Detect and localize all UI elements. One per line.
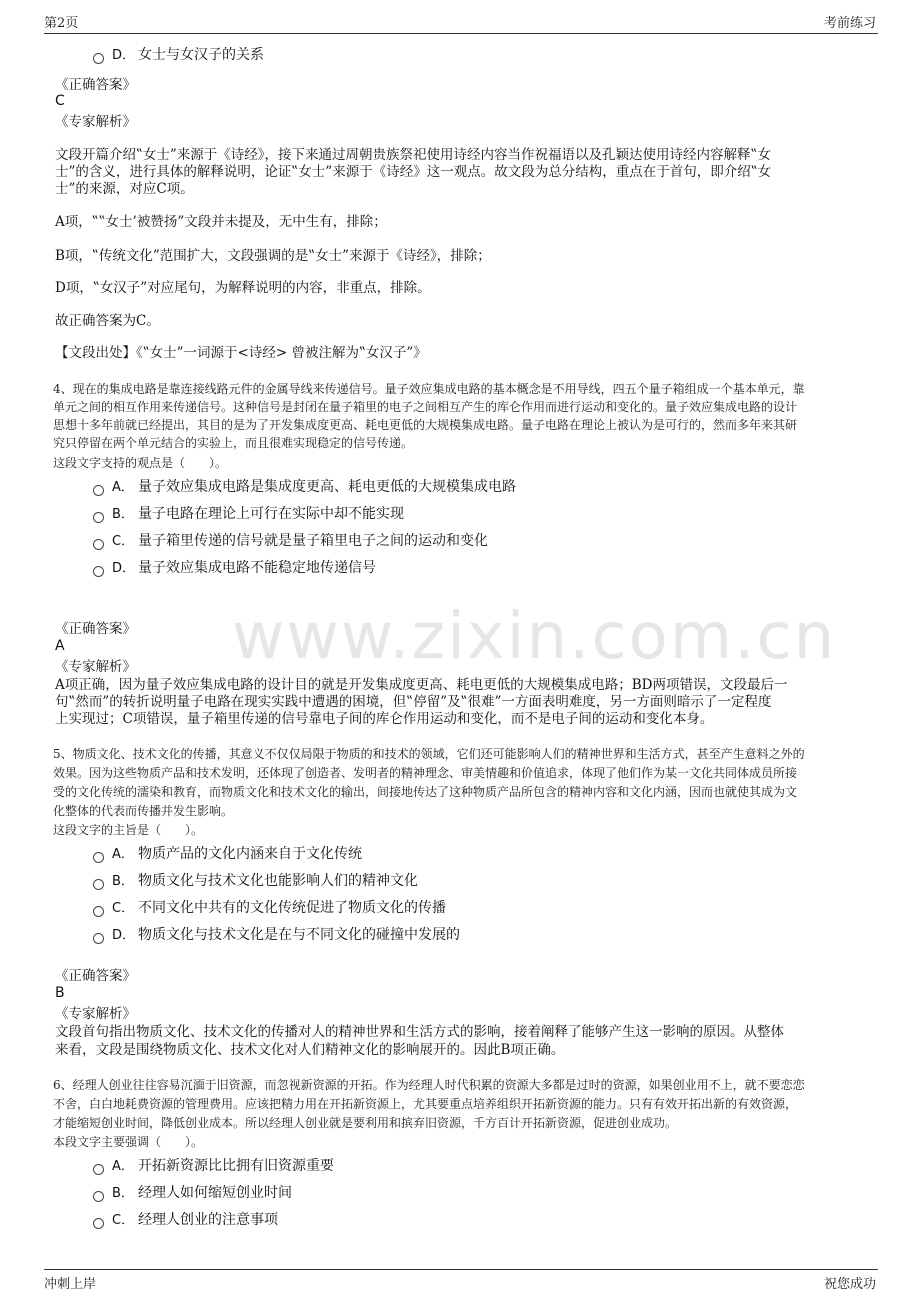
radio-button-icon[interactable] [93,906,104,917]
q6-option-c[interactable]: C． 经理人创业的注意事项 [93,1211,278,1230]
analysis-line: 士”的来源，对应C项。 [55,181,194,197]
analysis-line: 上实现过；C项错误，量子箱里传递的信号靠电子间的库仑作用运动和变化，而不是电子间的运动和变化本身。 [55,711,714,727]
q5-option-c[interactable]: C． 不同文化中共有的文化传统促进了物质文化的传播 [93,899,446,918]
analysis-line: A项正确，因为量子效应集成电路的设计目的就是开发集成度更高、耗电更低的大规模集成电路；BD两项错误，文段最后一 [55,677,788,693]
q6-option-a[interactable]: A． 开拓新资源比比拥有旧资源重要 [93,1157,334,1176]
q5-option-b[interactable]: B． 物质文化与技术文化也能影响人们的精神文化 [93,872,418,891]
question-stem-line: 思想十多年前就已经提出，其目的是为了开发集成度更高、耗电更低的大规模集成电路。量子电路在理论上被认为是可行的，然而多年来其研 [53,418,798,432]
radio-button-icon[interactable] [93,933,104,944]
radio-button-icon[interactable] [93,852,104,863]
analysis-heading: 《专家解析》 [55,659,136,675]
question-stem-line: 化整体的代表而传播并发生影响。 [53,804,234,818]
question-stem-line: 效果。因为这些物质产品和技术发明，还体现了创造者、发明者的精神理念、审美情趣和价值追求，体现了他们作为某一文化共同体成员所接 [53,766,798,780]
answer-value: C [55,93,65,109]
question-stem-line: 6、经理人创业往往容易沉湎于旧资源，而忽视新资源的开拓。作为经理人时代积累的资源大多都是过时的资源，如果创业用不上，就不要恋恋 [53,1078,805,1092]
radio-button-icon[interactable] [93,53,104,64]
header-title: 考前练习 [823,16,876,31]
radio-button-icon[interactable] [93,879,104,890]
question-prompt: 这段文字的主旨是（ ）。 [53,823,204,837]
question-stem-line: 5、物质文化、技术文化的传播，其意义不仅仅局限于物质的和技术的领域，它们还可能影响人们的精神世界和生活方式，甚至产生意料之外的 [53,747,805,761]
watermark: www.zixin.com.cn [232,600,837,674]
q3-option-d[interactable]: D． 女士与女汉子的关系 [93,46,264,65]
analysis-line: 文段开篇介绍‟女士”来源于《诗经》，接下来通过周朝贵族祭祀使用诗经内容当作祝福语以及孔颖达使用诗经内容解释‟女 [55,147,771,163]
q5-option-d[interactable]: D． 物质文化与技术文化是在与不同文化的碰撞中发展的 [93,926,460,945]
question-stem-line: 4、现在的集成电路是靠连接线路元件的金属导线来传递信号。量子效应集成电路的基本概念是不用导线，四五个量子箱组成一个基本单元，靠 [53,382,805,396]
analysis-conclusion: 故正确答案为C。 [55,313,160,329]
analysis-line: B项，‟传统文化”范围扩大，文段强调的是‟女士”来源于《诗经》，排除； [55,248,491,264]
analysis-heading: 《专家解析》 [55,114,136,130]
analysis-line: A项，‟‟女士’被赞扬”文段并未提及，无中生有，排除； [55,214,387,230]
answer-value: B [55,985,65,1001]
q4-option-b[interactable]: B． 量子电路在理论上可行在实际中却不能实现 [93,505,404,524]
analysis-heading: 《专家解析》 [55,1006,136,1022]
question-stem-line: 受的文化传统的濡染和教育，而物质文化和技术文化的输出，间接地传达了这种物质产品所包含的精神内容和文化内涵，因而也就使其成为文 [53,785,798,799]
q4-option-d[interactable]: D． 量子效应集成电路不能稳定地传递信号 [93,559,376,578]
header-rule [44,33,878,34]
analysis-line: 来看，文段是围绕物质文化、技术文化对人们精神文化的影响展开的。因此B项正确。 [55,1042,565,1058]
question-stem-line: 单元之间的相互作用来传递信号。这种信号是封闭在量子箱里的电子之间相互产生的库仑作用而进行运动和变化的。量子效应集成电路的设计 [53,400,798,414]
footer-left: 冲刺上岸 [44,1277,97,1292]
analysis-line: D项，‟女汉子”对应尾句，为解释说明的内容，非重点，排除。 [55,280,431,296]
radio-button-icon[interactable] [93,1191,104,1202]
radio-button-icon[interactable] [93,539,104,550]
analysis-line: 士”的含义，进行具体的解释说明，论证‟女士”来源于《诗经》这一观点。故文段为总分结构，重点在于首句，即介绍‟女 [55,164,772,180]
analysis-line: 句‟然而”的转折说明量子电路在现实实践中遭遇的困境，但‟停留”及‟很难”一方面表明难度，另一方面则暗示了一定程度 [55,694,772,710]
question-prompt: 本段文字主要强调（ ）。 [53,1135,204,1149]
question-prompt: 这段文字支持的观点是（ ）。 [53,456,228,470]
radio-button-icon[interactable] [93,1218,104,1229]
radio-button-icon[interactable] [93,512,104,523]
q4-option-c[interactable]: C． 量子箱里传递的信号就是量子箱里电子之间的运动和变化 [93,532,488,551]
answer-heading: 《正确答案》 [55,621,136,637]
radio-button-icon[interactable] [93,566,104,577]
analysis-line: 文段首句指出物质文化、技术文化的传播对人的精神世界和生活方式的影响，接着阐释了能够产生这一影响的原因。从整体 [55,1024,784,1040]
footer-right: 祝您成功 [823,1277,876,1292]
radio-button-icon[interactable] [93,485,104,496]
question-stem-line: 不舍，白白地耗费资源的管理费用。应该把精力用在开拓新资源上，尤其要重点培养组织开拓新资源的能力。只有有效开拓出新的有效资源， [53,1097,798,1111]
question-stem-line: 才能缩短创业时间，降低创业成本。所以经理人创业就是要利用和摈弃旧资源，千方百计开拓新资源，促进创业成功。 [53,1116,678,1130]
radio-button-icon[interactable] [93,1164,104,1175]
q4-option-a[interactable]: A． 量子效应集成电路是集成度更高、耗电更低的大规模集成电路 [93,478,516,497]
q5-option-a[interactable]: A． 物质产品的文化内涵来自于文化传统 [93,845,362,864]
answer-heading: 《正确答案》 [55,77,136,93]
answer-heading: 《正确答案》 [55,968,136,984]
footer-rule [44,1269,878,1270]
answer-value: A [55,638,65,654]
page-number: 第2页 [44,16,79,31]
source-citation: 【文段出处】《‟女士”一词源于<诗经> 曾被注解为‟女汉子”》 [55,345,427,361]
q6-option-b[interactable]: B． 经理人如何缩短创业时间 [93,1184,292,1203]
question-stem-line: 究只停留在两个单元结合的实验上，而且很难实现稳定的信号传递。 [53,436,414,450]
